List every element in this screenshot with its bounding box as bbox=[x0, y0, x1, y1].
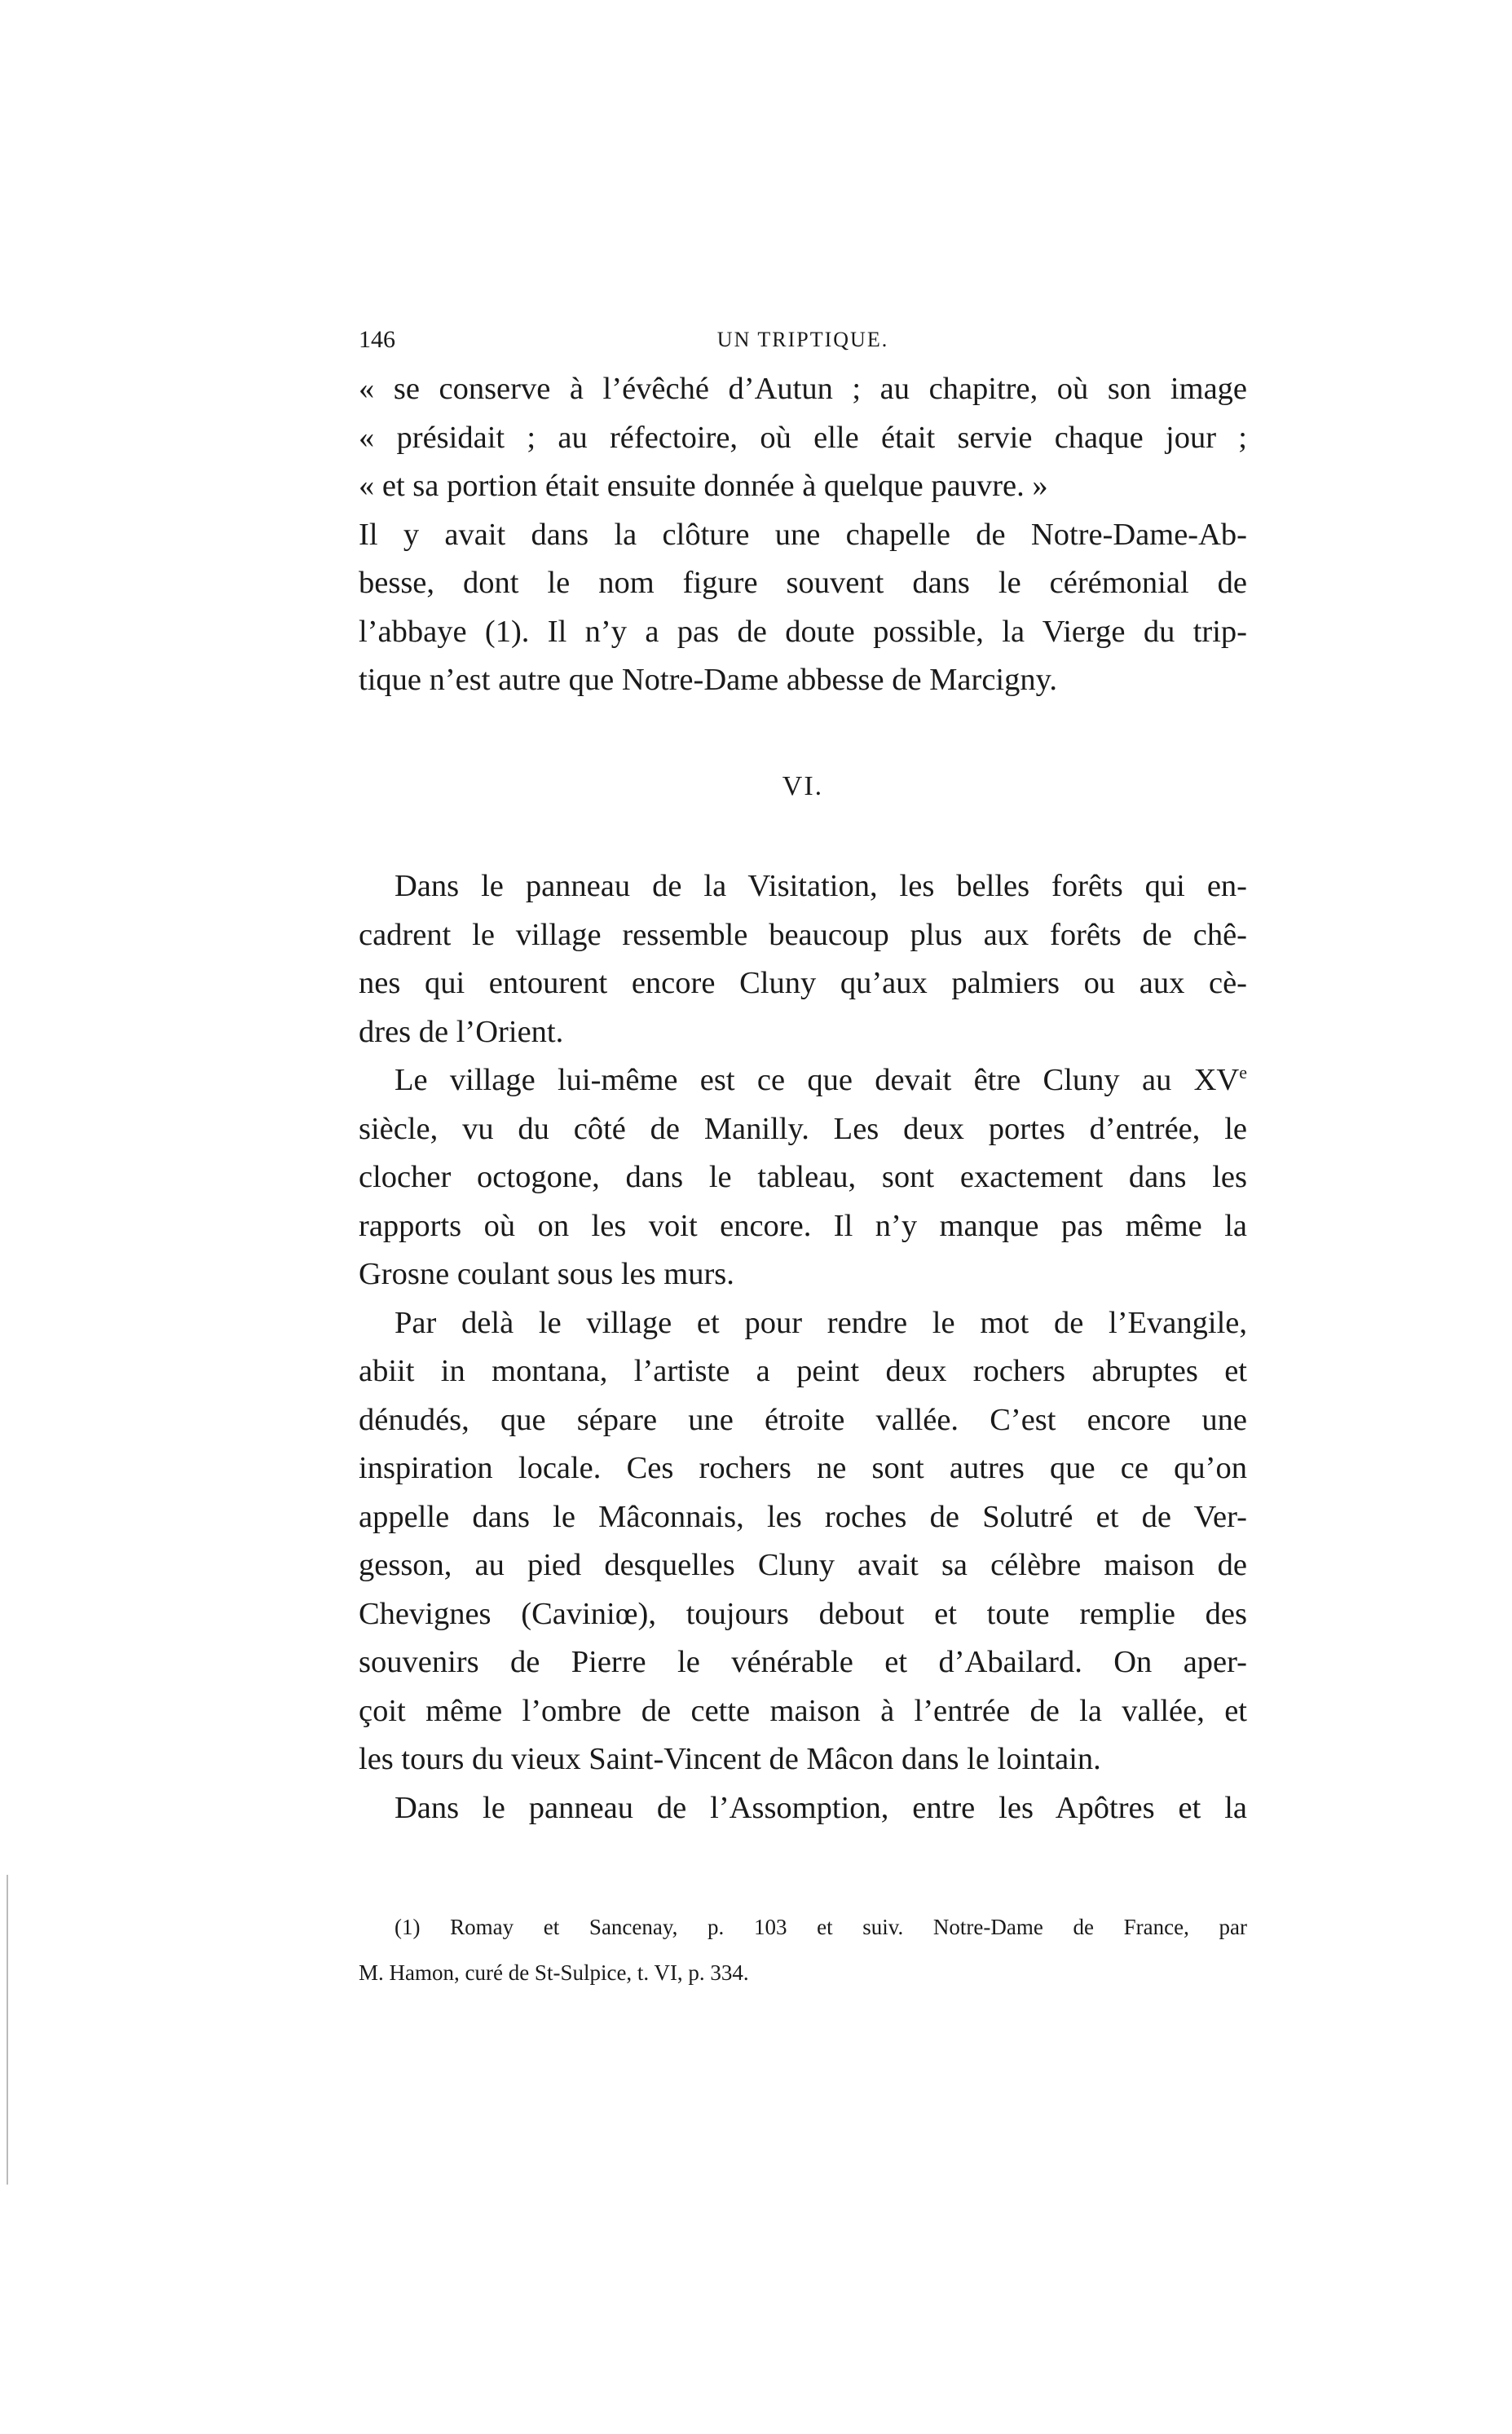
footnote-line: (1) Romay et Sancenay, p. 103 et suiv. Notre-Dame de France, par bbox=[395, 1915, 1247, 1939]
paragraph-assomption bbox=[359, 1784, 1247, 1833]
text-line: abiit in montana, l’artiste a peint deux rochers abruptes et bbox=[359, 1354, 1247, 1388]
text-line: cadrent le village ressemble beaucoup plus aux forêts de chê- bbox=[359, 917, 1247, 952]
text-line: rapports où on les voit encore. Il n’y manque pas même la bbox=[359, 1208, 1247, 1243]
text-line: nes qui entourent encore Cluny qu’aux palmiers ou aux cè- bbox=[359, 966, 1247, 1000]
text-line: appelle dans le Mâconnais, les roches de Solutré et de Ver- bbox=[359, 1499, 1247, 1534]
text-line: « se conserve à l’évêché d’Autun ; au chapitre, où son image bbox=[359, 372, 1247, 406]
text-line: les tours du vieux Saint-Vincent de Mâcon dans le lointain. bbox=[359, 1742, 1101, 1776]
section-heading: VI. bbox=[782, 770, 824, 801]
book-page bbox=[359, 326, 1247, 1995]
text-line: Dans le panneau de la Visitation, les belles forêts qui en- bbox=[395, 869, 1247, 903]
text-line: besse, dont le nom figure souvent dans le cérémonial de bbox=[359, 566, 1247, 600]
text-line: gesson, au pied desquelles Cluny avait sa célèbre maison de bbox=[359, 1548, 1247, 1582]
text-line: souvenirs de Pierre le vénérable et d’Abailard. On aper- bbox=[359, 1645, 1247, 1679]
text-line: dénudés, que sépare une étroite vallée. C’est encore une bbox=[359, 1402, 1247, 1437]
text-line: l’abbaye (1). Il n’y a pas de doute possible, la Vierge du trip- bbox=[359, 614, 1247, 649]
text-line: dres de l’Orient. bbox=[359, 1014, 564, 1049]
paragraph-visitation bbox=[359, 862, 1247, 1056]
scan-margin-mark bbox=[7, 1875, 8, 2185]
text-line: Dans le panneau de l’Assomption, entre les Apôtres et la bbox=[395, 1790, 1247, 1825]
text-line: siècle, vu du côté de Manilly. Les deux portes d’entrée, le bbox=[359, 1111, 1247, 1146]
text-line-main: Le village lui-même est ce que devait être Cluny au XV bbox=[395, 1063, 1240, 1097]
text-line: Grosne coulant sous les murs. bbox=[359, 1257, 734, 1291]
text-line: « présidait ; au réfectoire, où elle était servie chaque jour ; bbox=[359, 420, 1247, 455]
paragraph-rochers bbox=[359, 1299, 1247, 1784]
running-title: UN TRIPTIQUE. bbox=[716, 328, 889, 351]
footnote-line: M. Hamon, curé de St-Sulpice, t. VI, p. 334. bbox=[359, 1960, 749, 1985]
text-line: çoit même l’ombre de cette maison à l’entrée de la vallée, et bbox=[359, 1693, 1247, 1728]
running-head bbox=[359, 326, 1247, 365]
footnotes bbox=[359, 1904, 1247, 1995]
body-text bbox=[359, 365, 1247, 1832]
text-line: Par delà le village et pour rendre le mot de l’Evangile, bbox=[395, 1305, 1247, 1340]
text-line: tique n’est autre que Notre-Dame abbesse de Marcigny. bbox=[359, 663, 1058, 697]
paragraph-quote-continuation bbox=[359, 365, 1247, 705]
text-line: clocher octogone, dans le tableau, sont exactement dans les bbox=[359, 1160, 1247, 1194]
text-line: Il y avait dans la clôture une chapelle de Notre-Dame-Ab- bbox=[359, 517, 1247, 552]
text-line: inspiration locale. Ces rochers ne sont autres que ce qu’on bbox=[359, 1451, 1247, 1485]
superscript: e bbox=[1239, 1062, 1247, 1083]
text-line: « et sa portion était ensuite donnée à quelque pauvre. » bbox=[359, 469, 1048, 503]
page-number: 146 bbox=[359, 326, 395, 353]
text-line bbox=[359, 1056, 1247, 1105]
text-line: Chevignes (Caviniœ), toujours debout et toute remplie des bbox=[359, 1596, 1247, 1631]
paragraph-village bbox=[359, 1056, 1247, 1299]
